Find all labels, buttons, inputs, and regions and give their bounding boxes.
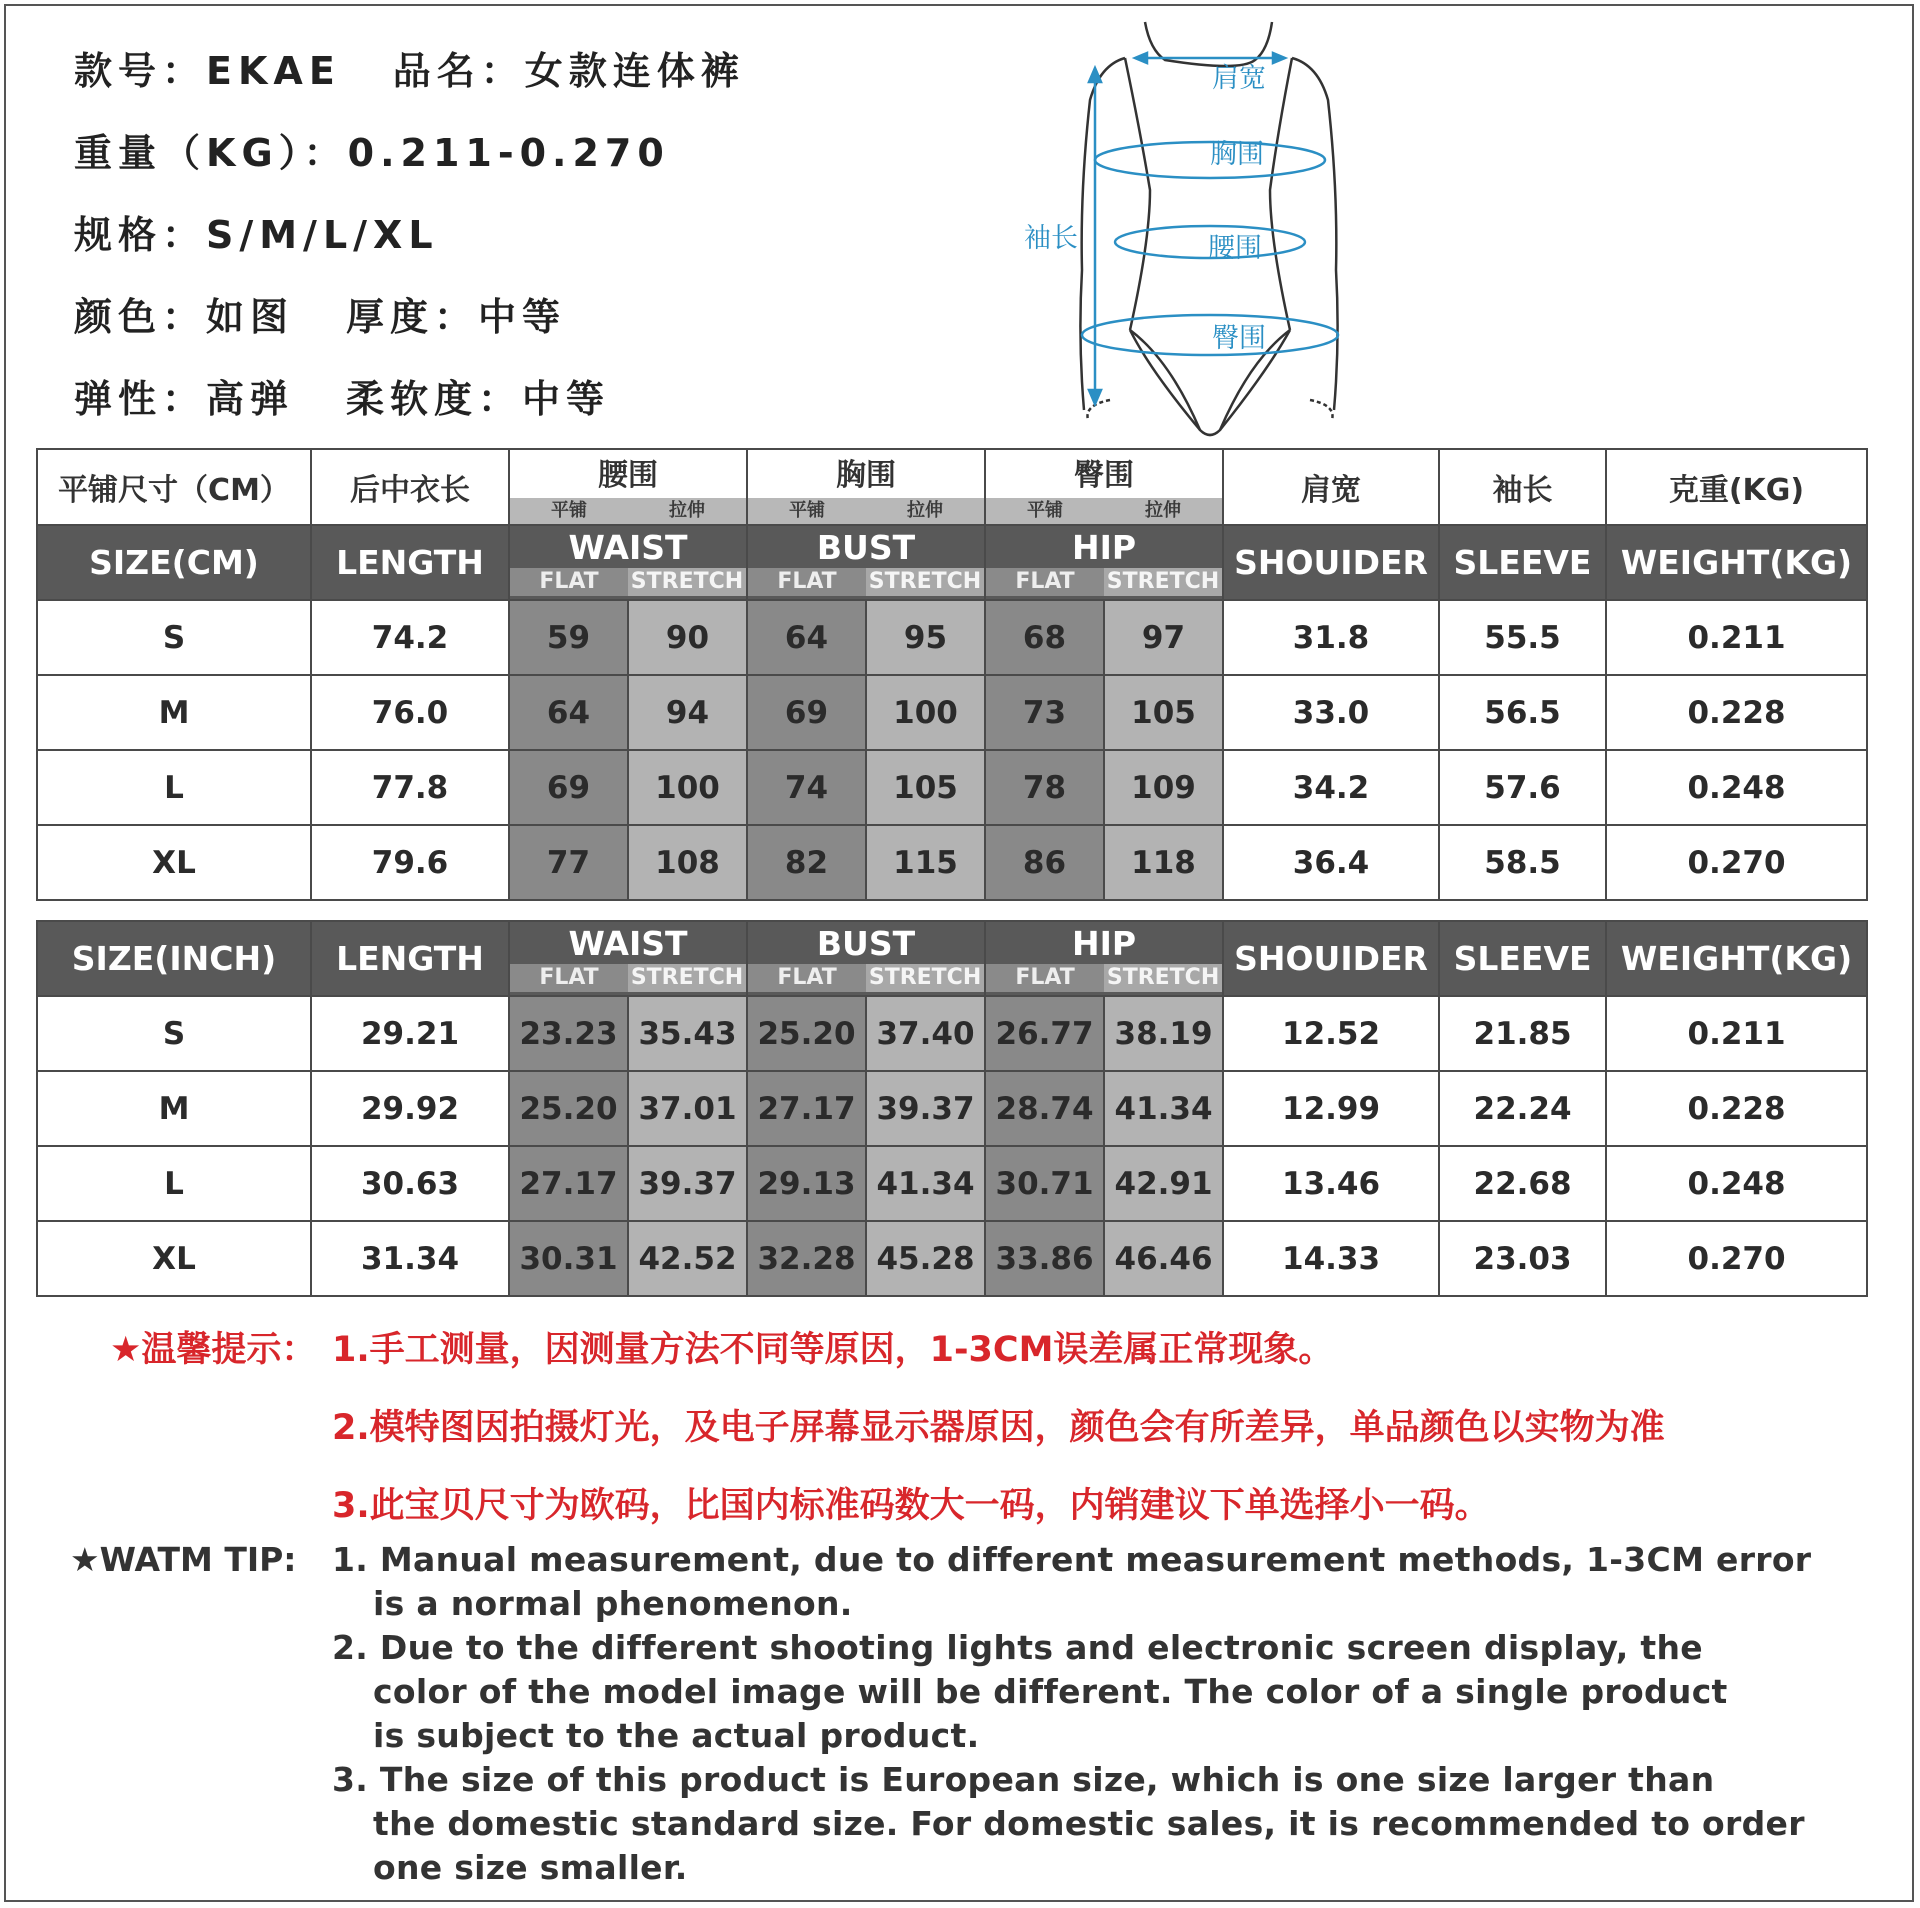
hip-flat-cell: 30.71 (985, 1146, 1104, 1221)
hip-flat-cell: 28.74 (985, 1071, 1104, 1146)
hip-flat-cell: 73 (985, 675, 1104, 750)
bust-label: 胸围 (1210, 139, 1264, 170)
waist-flat-cell: 23.23 (509, 996, 628, 1071)
bust-flat-cell: 82 (747, 825, 866, 900)
length-cell: 77.8 (311, 750, 509, 825)
waist-label: 腰围 (1208, 233, 1262, 264)
stretch-label: STRETCH (866, 964, 984, 992)
shoulder-header: SHOUIDER (1223, 921, 1439, 996)
waist-flat-cell: 64 (509, 675, 628, 750)
cn-waist-title: 腰围 (598, 458, 658, 493)
bust-header (747, 525, 985, 600)
bust-header (747, 921, 985, 996)
hip-stretch-cell: 41.34 (1104, 1071, 1223, 1146)
cn-shoulder-header: 肩宽 (1223, 449, 1439, 525)
hip-header (985, 921, 1223, 996)
hip-stretch-cell: 38.19 (1104, 996, 1223, 1071)
info-line-elasticity (74, 368, 610, 423)
waist-flat-cell: 69 (509, 750, 628, 825)
weight-cell: 0.270 (1606, 825, 1867, 900)
cn-bust-header (747, 449, 985, 525)
bust-stretch-cell: 37.40 (866, 996, 985, 1071)
tips-en-1a: 1. Manual measurement, due to different measurement methods, 1-3CM error (332, 1540, 1812, 1579)
sleeve-cell: 57.6 (1439, 750, 1606, 825)
tips-cn-line-3: 3.此宝贝尺寸为欧码，比国内标准码数大一码，内销建议下单选择小一码。 (332, 1486, 1490, 1526)
length-cell: 30.63 (311, 1146, 509, 1221)
bust-title: BUST (816, 528, 916, 567)
table-row (37, 825, 1867, 900)
stretch-label: STRETCH (1104, 964, 1222, 992)
color-spec: 颜色：如图 (74, 295, 295, 339)
bust-flat-cell: 27.17 (747, 1071, 866, 1146)
cn-stretch: 拉伸 (907, 500, 943, 521)
table-row (37, 750, 1867, 825)
table-row (37, 996, 1867, 1071)
size-cell: XL (37, 825, 311, 900)
cn-bust-title: 胸围 (836, 458, 896, 493)
weight-cell: 0.228 (1606, 675, 1867, 750)
table-row (37, 675, 1867, 750)
waist-header (509, 921, 747, 996)
size-spec: 规格：S/M/L/XL (74, 213, 439, 257)
hip-flat-cell: 33.86 (985, 1221, 1104, 1296)
hip-title: HIP (1071, 528, 1137, 567)
weight-cell: 0.270 (1606, 1221, 1867, 1296)
tips-en-2c: is subject to the actual product. (373, 1716, 980, 1755)
bust-stretch-cell: 115 (866, 825, 985, 900)
table-row (37, 600, 1867, 675)
info-line-sizes (74, 204, 439, 259)
elasticity-spec: 弹性：高弹 (74, 377, 295, 421)
size-cell: M (37, 675, 311, 750)
sleeve-label: 袖长 (1024, 223, 1078, 254)
waist-flat-cell: 59 (509, 600, 628, 675)
flat-label: FLAT (510, 568, 628, 596)
flat-label: FLAT (510, 964, 628, 992)
cn-flat: 平铺 (551, 500, 587, 521)
length-cell: 79.6 (311, 825, 509, 900)
weight-range: 重量（KG）：0.211-0.270 (74, 131, 670, 175)
info-line-color (74, 286, 566, 341)
tips-en-3c: one size smaller. (373, 1848, 688, 1887)
hip-stretch-cell: 118 (1104, 825, 1223, 900)
hip-flat-cell: 68 (985, 600, 1104, 675)
cn-flat: 平铺 (1027, 500, 1063, 521)
tips-en-label: ★WATM TIP: (70, 1540, 297, 1579)
shoulder-cell: 12.99 (1223, 1071, 1439, 1146)
cn-hip-title: 臀围 (1074, 458, 1134, 493)
cn-sleeve-header: 袖长 (1439, 449, 1606, 525)
size-table-cm (36, 448, 1868, 901)
size-cell: S (37, 600, 311, 675)
cn-flat: 平铺 (789, 500, 825, 521)
thickness-spec: 厚度：中等 (346, 295, 567, 339)
weight-header: WEIGHT(KG) (1606, 921, 1867, 996)
waist-header (509, 525, 747, 600)
shoulder-label: 肩宽 (1212, 63, 1266, 94)
waist-stretch-cell: 90 (628, 600, 747, 675)
shoulder-cell: 12.52 (1223, 996, 1439, 1071)
flat-label: FLAT (986, 568, 1104, 596)
stretch-label: STRETCH (628, 964, 746, 992)
bust-stretch-cell: 105 (866, 750, 985, 825)
size-table-inch (36, 920, 1868, 1297)
stretch-label: STRETCH (628, 568, 746, 596)
weight-cell: 0.228 (1606, 1071, 1867, 1146)
weight-header: WEIGHT(KG) (1606, 525, 1867, 600)
flat-label: FLAT (748, 964, 866, 992)
sleeve-cell: 58.5 (1439, 825, 1606, 900)
cm-chinese-header-row (37, 449, 1867, 525)
sleeve-cell: 55.5 (1439, 600, 1606, 675)
weight-cell: 0.211 (1606, 996, 1867, 1071)
tips-en-3b: the domestic standard size. For domestic sales, it is recommended to order (373, 1804, 1805, 1843)
length-cell: 76.0 (311, 675, 509, 750)
cn-stretch: 拉伸 (1145, 500, 1181, 521)
waist-title: WAIST (568, 924, 688, 963)
cn-size-header: 平铺尺寸（CM） (37, 449, 311, 525)
size-cell: S (37, 996, 311, 1071)
flat-label: FLAT (986, 964, 1104, 992)
sleeve-header: SLEEVE (1439, 525, 1606, 600)
shoulder-cell: 34.2 (1223, 750, 1439, 825)
size-header: SIZE(CM) (37, 525, 311, 600)
shoulder-cell: 14.33 (1223, 1221, 1439, 1296)
size-cell: M (37, 1071, 311, 1146)
sleeve-cell: 21.85 (1439, 996, 1606, 1071)
tips-en-2a: 2. Due to the different shooting lights and electronic screen display, the (332, 1628, 1703, 1667)
cn-hip-header (985, 449, 1223, 525)
waist-flat-cell: 27.17 (509, 1146, 628, 1221)
hip-stretch-cell: 46.46 (1104, 1221, 1223, 1296)
hip-flat-cell: 78 (985, 750, 1104, 825)
cm-table-body (37, 600, 1867, 900)
length-cell: 74.2 (311, 600, 509, 675)
waist-flat-cell: 77 (509, 825, 628, 900)
bust-flat-cell: 29.13 (747, 1146, 866, 1221)
waist-flat-cell: 25.20 (509, 1071, 628, 1146)
bust-flat-cell: 69 (747, 675, 866, 750)
waist-title: WAIST (568, 528, 688, 567)
hip-stretch-cell: 42.91 (1104, 1146, 1223, 1221)
tips-cn-line-1: 1.手工测量，因测量方法不同等原因，1-3CM误差属正常现象。 (332, 1330, 1334, 1370)
length-cell: 29.21 (311, 996, 509, 1071)
bust-flat-cell: 25.20 (747, 996, 866, 1071)
hip-flat-cell: 26.77 (985, 996, 1104, 1071)
waist-stretch-cell: 37.01 (628, 1071, 747, 1146)
sleeve-header: SLEEVE (1439, 921, 1606, 996)
bust-flat-cell: 32.28 (747, 1221, 866, 1296)
style-number: 款号：EKAE (74, 49, 341, 93)
waist-stretch-cell: 94 (628, 675, 747, 750)
table-row (37, 1146, 1867, 1221)
waist-flat-cell: 30.31 (509, 1221, 628, 1296)
product-name: 品名：女款连体裤 (392, 49, 745, 93)
cm-english-header-row (37, 525, 1867, 600)
hip-stretch-cell: 97 (1104, 600, 1223, 675)
waist-stretch-cell: 108 (628, 825, 747, 900)
hip-label: 臀围 (1212, 323, 1266, 354)
sleeve-cell: 23.03 (1439, 1221, 1606, 1296)
size-cell: L (37, 750, 311, 825)
shoulder-cell: 13.46 (1223, 1146, 1439, 1221)
flat-label: FLAT (748, 568, 866, 596)
cn-waist-header (509, 449, 747, 525)
stretch-label: STRETCH (1104, 568, 1222, 596)
waist-stretch-cell: 42.52 (628, 1221, 747, 1296)
hip-title: HIP (1071, 924, 1137, 963)
sleeve-cell: 56.5 (1439, 675, 1606, 750)
tips-en-1b: is a normal phenomenon. (373, 1584, 853, 1623)
size-header: SIZE(INCH) (37, 921, 311, 996)
table-row (37, 1071, 1867, 1146)
bust-title: BUST (816, 924, 916, 963)
cn-length-header: 后中衣长 (311, 449, 509, 525)
bust-stretch-cell: 41.34 (866, 1146, 985, 1221)
tips-cn-line-2: 2.模特图因拍摄灯光，及电子屏幕显示器原因，颜色会有所差异，单品颜色以实物为准 (332, 1408, 1665, 1448)
size-cell: L (37, 1146, 311, 1221)
info-line-weight (74, 122, 670, 177)
weight-cell: 0.211 (1606, 600, 1867, 675)
sleeve-cell: 22.24 (1439, 1071, 1606, 1146)
waist-stretch-cell: 39.37 (628, 1146, 747, 1221)
cn-weight-header: 克重(KG) (1606, 449, 1867, 525)
bust-stretch-cell: 100 (866, 675, 985, 750)
info-line-style (74, 40, 745, 95)
tips-en-2b: color of the model image will be different. The color of a single product (373, 1672, 1728, 1711)
sleeve-cell: 22.68 (1439, 1146, 1606, 1221)
bust-stretch-cell: 39.37 (866, 1071, 985, 1146)
tips-en-3a: 3. The size of this product is European size, which is one size larger than (332, 1760, 1715, 1799)
softness-spec: 柔软度：中等 (346, 377, 611, 421)
table-row (37, 1221, 1867, 1296)
stretch-label: STRETCH (866, 568, 984, 596)
weight-cell: 0.248 (1606, 1146, 1867, 1221)
inch-english-header-row (37, 921, 1867, 996)
shoulder-header: SHOUIDER (1223, 525, 1439, 600)
bust-flat-cell: 64 (747, 600, 866, 675)
length-header: LENGTH (311, 921, 509, 996)
shoulder-cell: 33.0 (1223, 675, 1439, 750)
bust-stretch-cell: 45.28 (866, 1221, 985, 1296)
shoulder-cell: 36.4 (1223, 825, 1439, 900)
shoulder-cell: 31.8 (1223, 600, 1439, 675)
length-cell: 29.92 (311, 1071, 509, 1146)
waist-stretch-cell: 35.43 (628, 996, 747, 1071)
bust-flat-cell: 74 (747, 750, 866, 825)
waist-stretch-cell: 100 (628, 750, 747, 825)
bust-stretch-cell: 95 (866, 600, 985, 675)
hip-flat-cell: 86 (985, 825, 1104, 900)
length-header: LENGTH (311, 525, 509, 600)
hip-stretch-cell: 105 (1104, 675, 1223, 750)
bodysuit-diagram (1000, 10, 1420, 450)
weight-cell: 0.248 (1606, 750, 1867, 825)
tips-cn-label: ★温馨提示： (110, 1330, 317, 1370)
cn-stretch: 拉伸 (669, 500, 705, 521)
inch-table-body (37, 996, 1867, 1296)
length-cell: 31.34 (311, 1221, 509, 1296)
hip-stretch-cell: 109 (1104, 750, 1223, 825)
hip-header (985, 525, 1223, 600)
size-cell: XL (37, 1221, 311, 1296)
